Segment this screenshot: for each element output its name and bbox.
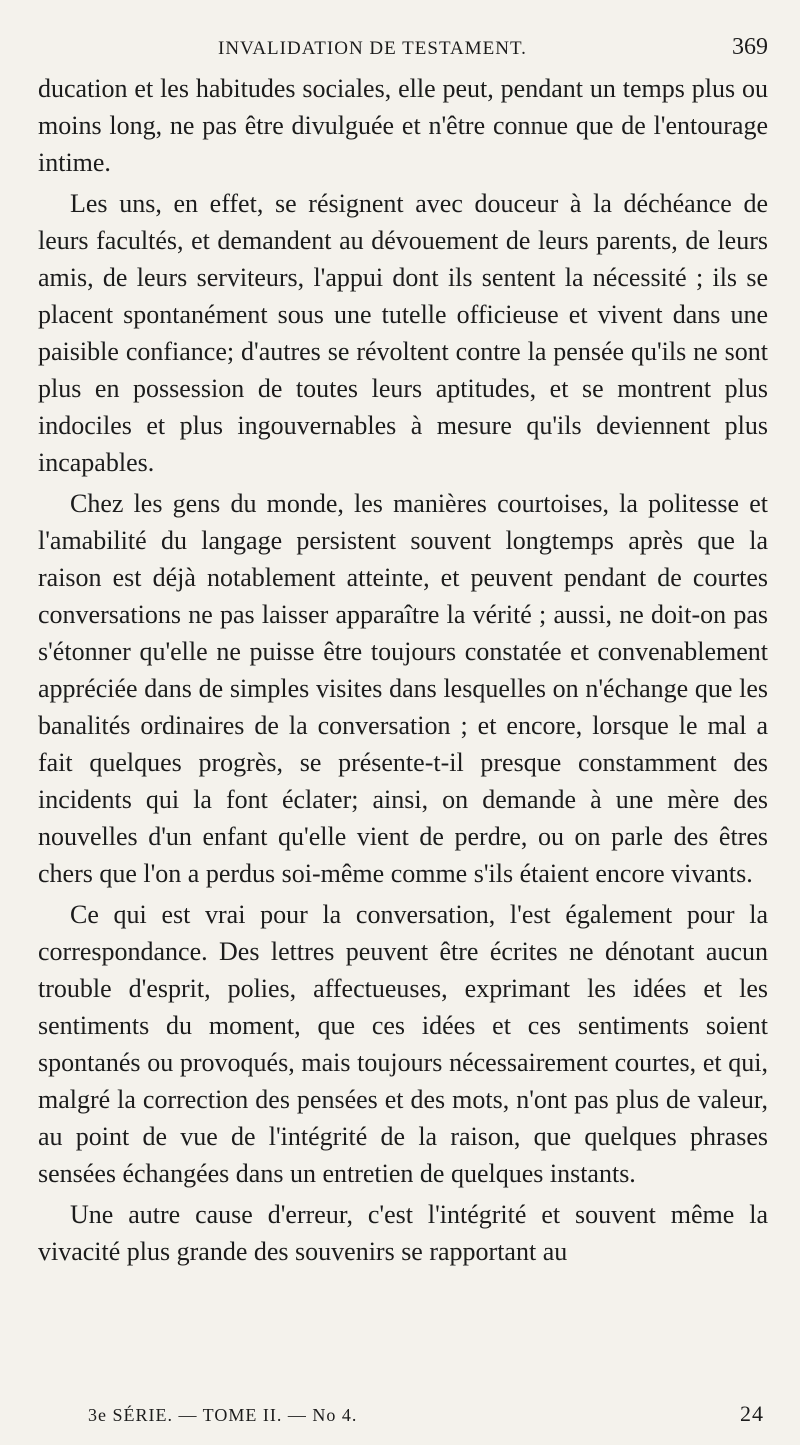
printer-signature: 3e SÉRIE. — TOME II. — No 4.: [88, 1405, 358, 1425]
body-text: [38, 70, 768, 1270]
running-title: INVALIDATION DE TESTAMENT.: [218, 38, 527, 59]
page-number: 369: [732, 34, 768, 60]
page-header: [38, 30, 768, 70]
sheet-number: 24: [740, 1401, 764, 1426]
paragraph: Ce qui est vrai pour la conversation, l'est également pour la correspondance. Des lettres peuvent être écrites ne dénotant aucun trouble d'esprit, polies, affectueuses, exprimant les idées et les sentiments du moment, que ces idées et ces sentiments soient spontanés ou provoqués, mais toujours nécessairement courtes, et qui, malgré la correction des pensées et des mots, n'ont pas plus de valeur, au point de vue de l'intégrité de la raison, que quelques phrases sensées échangées dans un entretien de quelques instants.: [38, 900, 768, 1188]
paragraph-continuation: ducation et les habitudes sociales, elle peut, pendant un temps plus ou moins long, ne pas être divulguée et n'être connue que de l'entourage intime.: [38, 74, 768, 177]
paragraph: Les uns, en effet, se résignent avec douceur à la déchéance de leurs facultés, et demandent au dévouement de leurs parents, de leurs amis, de leurs serviteurs, l'appui dont ils sentent la nécessité ; ils se placent spontanément sous une tutelle officieuse et vivent dans une paisible confiance; d'autres se révoltent contre la pensée qu'ils ne sont plus en possession de toutes leurs aptitudes, et se montrent plus indociles et plus ingouvernables à mesure qu'ils deviennent plus incapables.: [38, 189, 768, 477]
paragraph: Une autre cause d'erreur, c'est l'intégrité et souvent même la vivacité plus grande des souvenirs se rapportant au: [38, 1200, 768, 1266]
paragraph: Chez les gens du monde, les manières courtoises, la politesse et l'amabilité du langage persistent souvent longtemps après que la raison est déjà notablement atteinte, et peuvent pendant de courtes conversations ne pas laisser apparaître la vérité ; aussi, ne doit-on pas s'étonner qu'elle ne puisse être toujours constatée et convenablement appréciée dans de simples visites dans lesquelles on n'échange que les banalités ordinaires de la conversation ; et encore, lorsque le mal a fait quelques progrès, se présente-t-il presque constamment des incidents qui la font éclater; ainsi, on demande à une mère des nouvelles d'un enfant qu'elle vient de perdre, ou on parle des êtres chers que l'on a perdus soi-même comme s'ils étaient encore vivants.: [38, 489, 768, 888]
